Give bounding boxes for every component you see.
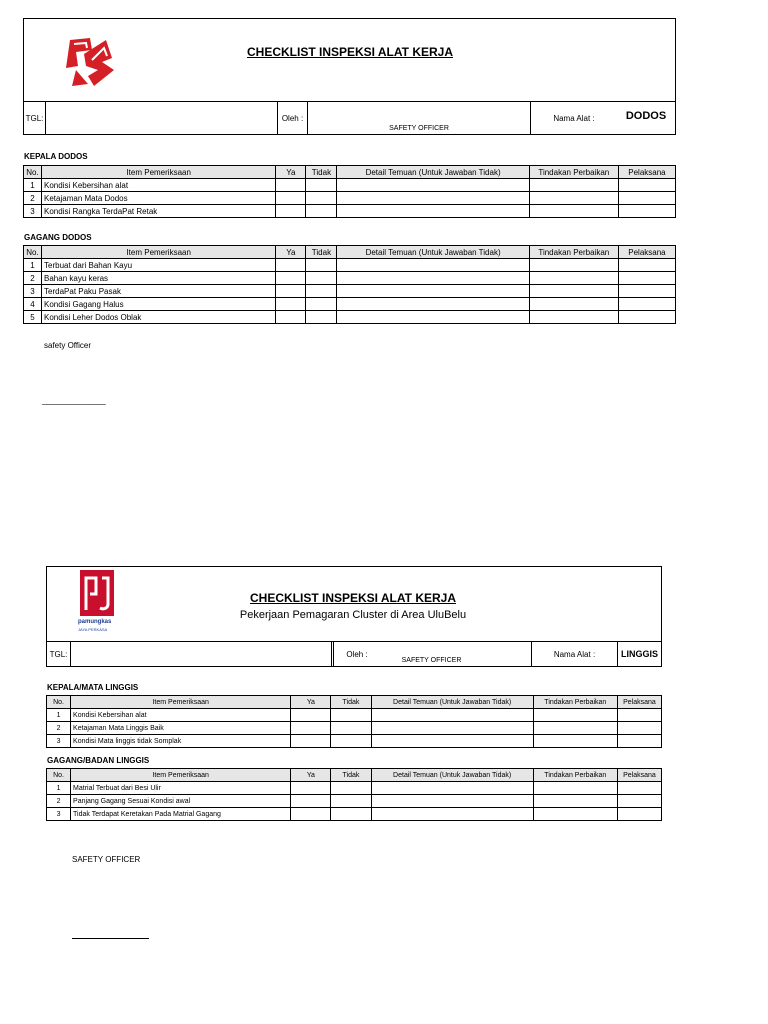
row-number: 2 xyxy=(47,722,71,735)
column-header: Tidak xyxy=(306,246,337,259)
row-number: 3 xyxy=(24,285,42,298)
table-header-row xyxy=(47,696,662,709)
tidak-cell[interactable] xyxy=(331,808,371,821)
pelaksana-cell[interactable] xyxy=(618,272,675,285)
column-header: Tidak xyxy=(331,696,371,709)
detail-temuan-cell[interactable] xyxy=(371,709,533,722)
ya-cell[interactable] xyxy=(291,709,331,722)
tindakan-perbaikan-cell[interactable] xyxy=(529,311,618,324)
column-header: Tindakan Perbaikan xyxy=(529,166,618,179)
item-pemeriksaan: TerdaPat Paku Pasak xyxy=(42,285,276,298)
pelaksana-cell[interactable] xyxy=(618,205,675,218)
column-header: Tindakan Perbaikan xyxy=(533,696,617,709)
row-number: 1 xyxy=(24,259,42,272)
ya-cell[interactable] xyxy=(291,735,331,748)
oleh-field[interactable] xyxy=(308,102,531,134)
pelaksana-cell[interactable] xyxy=(617,709,661,722)
column-header: Tindakan Perbaikan xyxy=(533,769,617,782)
ya-cell[interactable] xyxy=(291,722,331,735)
row-number: 3 xyxy=(47,808,71,821)
form1-signature-label: safety Officer xyxy=(44,341,91,350)
ya-cell[interactable] xyxy=(276,192,306,205)
form1-section2-table xyxy=(23,245,676,324)
column-header: Detail Temuan (Untuk Jawaban Tidak) xyxy=(337,246,529,259)
ya-cell[interactable] xyxy=(291,795,331,808)
nama-alat-value: DODOS xyxy=(625,110,667,122)
table-row xyxy=(24,272,676,285)
ya-cell[interactable] xyxy=(276,205,306,218)
detail-temuan-cell[interactable] xyxy=(337,179,529,192)
item-pemeriksaan: Matrial Terbuat dari Besi Ulir xyxy=(71,782,291,795)
tindakan-perbaikan-cell[interactable] xyxy=(529,285,618,298)
company-logo-icon xyxy=(62,36,118,90)
tidak-cell[interactable] xyxy=(306,285,337,298)
oleh-value: SAFETY OFFICER xyxy=(389,125,449,132)
table-row xyxy=(47,722,662,735)
tidak-cell[interactable] xyxy=(331,722,371,735)
column-header: Detail Temuan (Untuk Jawaban Tidak) xyxy=(337,166,529,179)
item-pemeriksaan: Kondisi Mata linggis tidak Somplak xyxy=(71,735,291,748)
detail-temuan-cell[interactable] xyxy=(371,795,533,808)
table-row xyxy=(24,259,676,272)
detail-temuan-cell[interactable] xyxy=(337,205,529,218)
form1-info-row xyxy=(23,101,676,135)
column-header: No. xyxy=(24,246,42,259)
form2-section1-table xyxy=(46,695,662,748)
tidak-cell[interactable] xyxy=(331,782,371,795)
tgl-label: TGL: xyxy=(25,113,44,123)
column-header: Pelaksana xyxy=(617,769,661,782)
table-row xyxy=(47,808,662,821)
nama-alat-field[interactable] xyxy=(617,102,675,134)
column-header: No. xyxy=(47,769,71,782)
table-row xyxy=(24,179,676,192)
pelaksana-cell[interactable] xyxy=(618,192,675,205)
column-header: Ya xyxy=(276,166,306,179)
tindakan-perbaikan-cell[interactable] xyxy=(533,709,617,722)
detail-temuan-cell[interactable] xyxy=(337,192,529,205)
column-header: Tidak xyxy=(306,166,337,179)
column-header: Ya xyxy=(276,246,306,259)
column-header: Item Pemeriksaan xyxy=(71,769,291,782)
tgl-field[interactable] xyxy=(46,102,278,134)
row-number: 4 xyxy=(24,298,42,311)
column-header: Pelaksana xyxy=(618,246,675,259)
tindakan-perbaikan-cell[interactable] xyxy=(529,298,618,311)
table-header-row xyxy=(47,769,662,782)
tgl-field[interactable] xyxy=(71,642,334,666)
oleh-value: SAFETY OFFICER xyxy=(401,657,462,664)
item-pemeriksaan: Kondisi Gagang Halus xyxy=(42,298,276,311)
item-pemeriksaan: Bahan kayu keras xyxy=(42,272,276,285)
tindakan-perbaikan-cell[interactable] xyxy=(529,179,618,192)
tindakan-perbaikan-cell[interactable] xyxy=(533,782,617,795)
pelaksana-cell[interactable] xyxy=(618,298,675,311)
pelaksana-cell[interactable] xyxy=(618,179,675,192)
detail-temuan-cell[interactable] xyxy=(371,722,533,735)
ya-cell[interactable] xyxy=(276,272,306,285)
column-header: No. xyxy=(47,696,71,709)
table-row xyxy=(24,192,676,205)
oleh-field[interactable] xyxy=(331,642,532,666)
row-number: 2 xyxy=(24,192,42,205)
column-header: Detail Temuan (Untuk Jawaban Tidak) xyxy=(371,769,533,782)
tindakan-perbaikan-cell[interactable] xyxy=(533,808,617,821)
tindakan-perbaikan-cell[interactable] xyxy=(533,735,617,748)
tidak-cell[interactable] xyxy=(331,735,371,748)
nama-alat-value: LINGGIS xyxy=(620,649,658,659)
nama-alat-label: Nama Alat : xyxy=(553,649,596,659)
column-header: Ya xyxy=(291,696,331,709)
pamungkas-logo-icon xyxy=(78,570,118,640)
detail-temuan-cell[interactable] xyxy=(337,259,529,272)
tidak-cell[interactable] xyxy=(306,205,337,218)
detail-temuan-cell[interactable] xyxy=(337,298,529,311)
form2-title: CHECKLIST INSPEKSI ALAT KERJA xyxy=(249,591,456,605)
table-row xyxy=(24,205,676,218)
ya-cell[interactable] xyxy=(276,311,306,324)
pelaksana-cell[interactable] xyxy=(617,808,661,821)
form2-signature-line xyxy=(72,938,149,939)
tidak-cell[interactable] xyxy=(306,272,337,285)
row-number: 5 xyxy=(24,311,42,324)
tindakan-perbaikan-cell[interactable] xyxy=(529,192,618,205)
form2-signature-label: SAFETY OFFICER xyxy=(72,855,141,864)
row-number: 1 xyxy=(47,782,71,795)
item-pemeriksaan: Kondisi Kebersihan alat xyxy=(71,709,291,722)
ya-cell[interactable] xyxy=(291,782,331,795)
item-pemeriksaan: Kondisi Kebersihan alat xyxy=(42,179,276,192)
pelaksana-cell[interactable] xyxy=(617,722,661,735)
pelaksana-cell[interactable] xyxy=(618,259,675,272)
ya-cell[interactable] xyxy=(276,298,306,311)
item-pemeriksaan: Terbuat dari Bahan Kayu xyxy=(42,259,276,272)
detail-temuan-cell[interactable] xyxy=(337,272,529,285)
detail-temuan-cell[interactable] xyxy=(371,782,533,795)
ya-cell[interactable] xyxy=(276,259,306,272)
column-header: Detail Temuan (Untuk Jawaban Tidak) xyxy=(371,696,533,709)
row-number: 3 xyxy=(24,205,42,218)
tidak-cell[interactable] xyxy=(306,259,337,272)
tindakan-perbaikan-cell[interactable] xyxy=(533,795,617,808)
form2-info-row xyxy=(46,641,662,667)
pelaksana-cell[interactable] xyxy=(617,782,661,795)
column-header: Item Pemeriksaan xyxy=(42,166,276,179)
item-pemeriksaan: Ketajaman Mata Dodos xyxy=(42,192,276,205)
table-row xyxy=(47,735,662,748)
column-header: Pelaksana xyxy=(617,696,661,709)
tidak-cell[interactable] xyxy=(306,311,337,324)
nama-alat-label: Nama Alat : xyxy=(553,113,595,123)
item-pemeriksaan: Tidak Terdapat Keretakan Pada Matrial Gagang xyxy=(71,808,291,821)
oleh-label: Oleh : xyxy=(346,649,368,659)
tindakan-perbaikan-cell[interactable] xyxy=(529,272,618,285)
form1-section1-label: KEPALA DODOS xyxy=(24,152,88,161)
form2-section2-label: GAGANG/BADAN LINGGIS xyxy=(47,756,150,765)
table-row xyxy=(24,285,676,298)
tindakan-perbaikan-cell[interactable] xyxy=(529,205,618,218)
item-pemeriksaan: Ketajaman Mata Linggis Baik xyxy=(71,722,291,735)
detail-temuan-cell[interactable] xyxy=(337,311,529,324)
form1-title: CHECKLIST INSPEKSI ALAT KERJA xyxy=(246,45,453,59)
form2-subtitle: Pekerjaan Pemagaran Cluster di Area UluBelu xyxy=(239,609,467,621)
row-number: 2 xyxy=(24,272,42,285)
item-pemeriksaan: Panjang Gagang Sesuai Kondisi awal xyxy=(71,795,291,808)
column-header: Tindakan Perbaikan xyxy=(529,246,618,259)
form1-section1-table xyxy=(23,165,676,218)
logo-subtext: JAYA PERKASA xyxy=(78,627,108,632)
item-pemeriksaan: Kondisi Leher Dodos Oblak xyxy=(42,311,276,324)
column-header: Pelaksana xyxy=(618,166,675,179)
row-number: 1 xyxy=(24,179,42,192)
logo-text: pamungkas xyxy=(78,619,112,625)
table-header-row xyxy=(24,166,676,179)
row-number: 1 xyxy=(47,709,71,722)
tidak-cell[interactable] xyxy=(331,795,371,808)
table-row xyxy=(24,298,676,311)
form2-section2-table xyxy=(46,768,662,821)
table-row xyxy=(47,795,662,808)
detail-temuan-cell[interactable] xyxy=(371,808,533,821)
pelaksana-cell[interactable] xyxy=(618,311,675,324)
tidak-cell[interactable] xyxy=(306,192,337,205)
table-row xyxy=(47,782,662,795)
tidak-cell[interactable] xyxy=(331,709,371,722)
nama-alat-field[interactable] xyxy=(618,642,661,666)
detail-temuan-cell[interactable] xyxy=(337,285,529,298)
table-row xyxy=(47,709,662,722)
tidak-cell[interactable] xyxy=(306,298,337,311)
oleh-label: Oleh : xyxy=(281,113,304,123)
tidak-cell[interactable] xyxy=(306,179,337,192)
pelaksana-cell[interactable] xyxy=(617,795,661,808)
pelaksana-cell[interactable] xyxy=(618,285,675,298)
form2-section1-label: KEPALA/MATA LINGGIS xyxy=(47,683,139,692)
column-header: Ya xyxy=(291,769,331,782)
form1-header-box xyxy=(23,18,676,102)
column-header: Item Pemeriksaan xyxy=(42,246,276,259)
column-header: No. xyxy=(24,166,42,179)
row-number: 2 xyxy=(47,795,71,808)
form1-section2-label: GAGANG DODOS xyxy=(24,233,92,242)
ya-cell[interactable] xyxy=(276,179,306,192)
ya-cell[interactable] xyxy=(276,285,306,298)
column-header: Item Pemeriksaan xyxy=(71,696,291,709)
table-row xyxy=(24,311,676,324)
row-number: 3 xyxy=(47,735,71,748)
pelaksana-cell[interactable] xyxy=(617,735,661,748)
detail-temuan-cell[interactable] xyxy=(371,735,533,748)
ya-cell[interactable] xyxy=(291,808,331,821)
tgl-label: TGL: xyxy=(49,649,68,659)
tindakan-perbaikan-cell[interactable] xyxy=(533,722,617,735)
item-pemeriksaan: Kondisi Rangka TerdaPat Retak xyxy=(42,205,276,218)
column-header: Tidak xyxy=(331,769,371,782)
table-header-row xyxy=(24,246,676,259)
tindakan-perbaikan-cell[interactable] xyxy=(529,259,618,272)
form1-signature-line: ________________ xyxy=(42,396,106,405)
